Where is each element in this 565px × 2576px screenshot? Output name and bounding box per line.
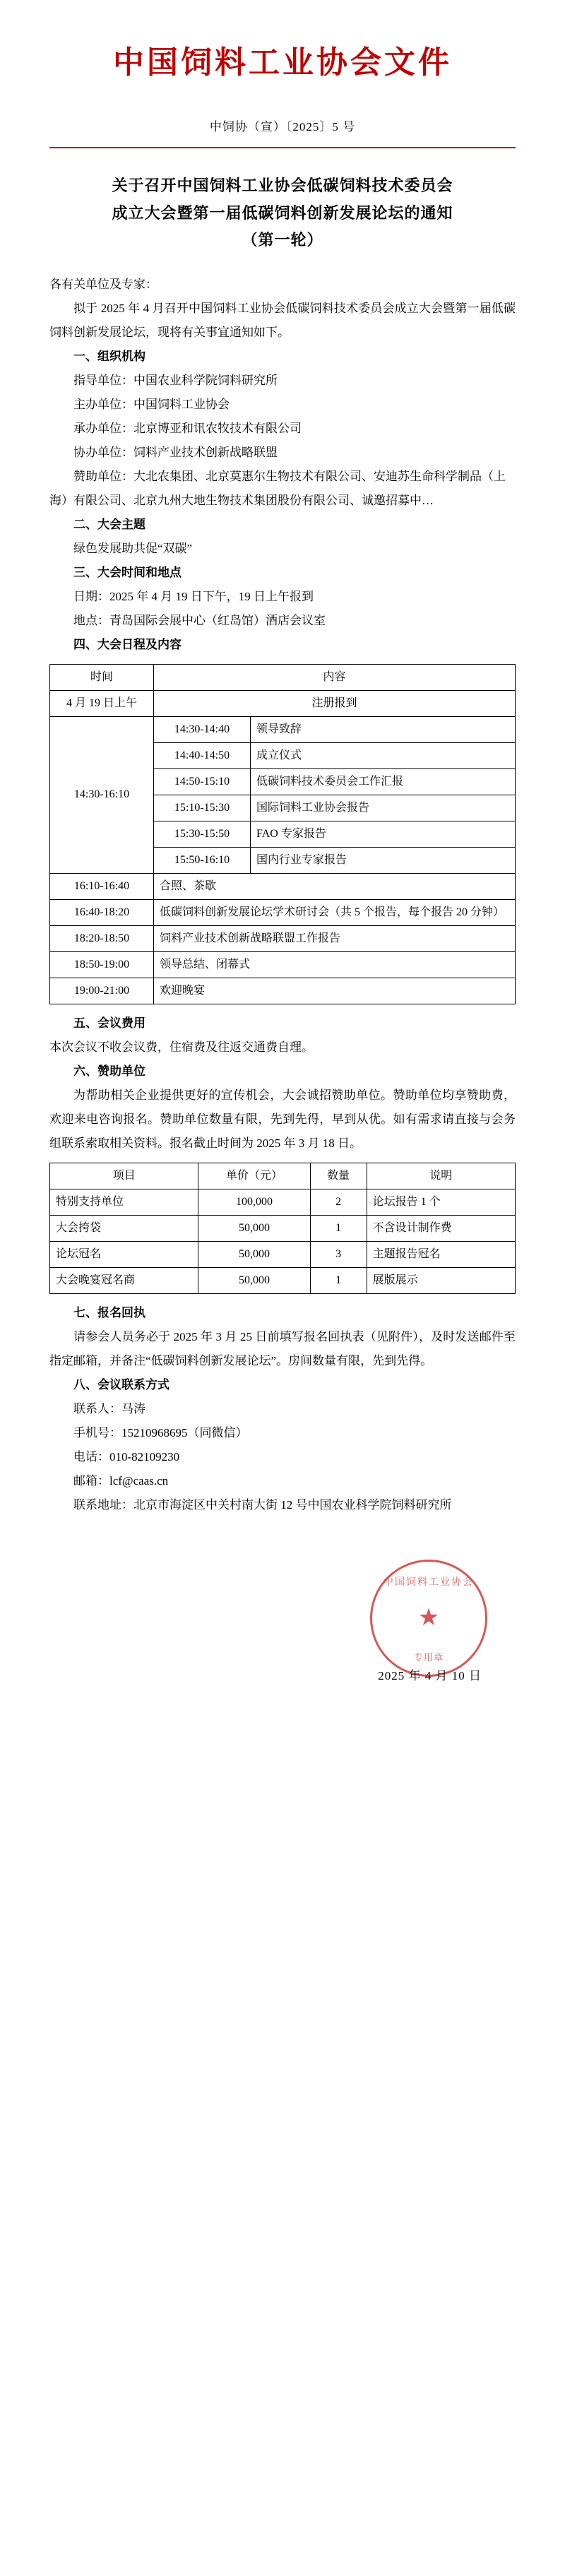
- section-8-title: 八、会议联系方式: [73, 1377, 170, 1391]
- table-row: [50, 951, 516, 978]
- schedule-subcontent-1-3: 国际饲料工业协会报告: [251, 795, 516, 821]
- fees-r3-c1: 50,000: [198, 1267, 310, 1293]
- schedule-subtime-1-2: 14:50-15:10: [154, 768, 251, 795]
- document-number: 中饲协（宣）〔2025〕5 号: [209, 120, 356, 134]
- fees-r3-c3: 展版展示: [367, 1267, 515, 1293]
- section-4-title: 四、大会日程及内容: [73, 637, 182, 651]
- table-row: [50, 978, 516, 1004]
- table-row: [50, 1163, 516, 1189]
- section-1-item-0: 指导单位：中国农业科学院饲料研究所: [73, 373, 278, 387]
- schedule-subtime-1-0: 14:30-14:40: [154, 716, 251, 742]
- fees-header-2: 数量: [310, 1163, 367, 1189]
- schedule-header-content: 内容: [154, 664, 516, 690]
- section-1-sponsors: 赞助单位：大北农集团、北京莫惠尔生物技术有限公司、安迪苏生命科学制品（上海）有限公司、北京九州大地生物技术集团股份有限公司、诚邀招募中…: [49, 469, 506, 507]
- table-row: [50, 1267, 516, 1293]
- schedule-header-time: 时间: [50, 664, 154, 690]
- fees-r0-c1: 100,000: [198, 1189, 310, 1215]
- schedule-content-2: 合照、茶歇: [154, 873, 516, 899]
- section-6-body: 为帮助相关企业提供更好的宣传机会，大会诚招赞助单位。赞助单位均享赞助费，欢迎来电咨询报名。赞助单位数量有限，先到先得，早到从优。如有需求请直接与会务组联系索取相关资料。报名截止时间为 2025 年 3 月 18 日。: [49, 1088, 516, 1150]
- section-6-title: 六、赞助单位: [73, 1064, 145, 1078]
- schedule-time-2: 16:10-16:40: [50, 873, 154, 899]
- schedule-subtime-1-4: 15:30-15:50: [154, 821, 251, 847]
- fees-r1-c3: 不含设计制作费: [367, 1215, 515, 1241]
- contact-person: 联系人：马涛: [73, 1401, 145, 1415]
- subject-line-3: （第一轮）: [242, 231, 323, 249]
- seal-top-text: 中国饲料工业协会: [383, 1577, 474, 1588]
- organization-title: 中国饲料工业协会文件: [113, 45, 452, 80]
- schedule-time-3: 16:40-18:20: [50, 899, 154, 925]
- table-row: [50, 1189, 516, 1215]
- fees-r2-c2: 3: [310, 1241, 367, 1267]
- schedule-content-6: 欢迎晚宴: [154, 978, 516, 1004]
- section-7-title: 七、报名回执: [73, 1305, 145, 1319]
- document-header: [49, 28, 516, 148]
- fees-r0-c0: 特别支持单位: [50, 1189, 198, 1215]
- seal-bottom-text: 专用章: [413, 1651, 444, 1663]
- schedule-subcontent-1-5: 国内行业专家报告: [251, 847, 516, 873]
- fees-r1-c1: 50,000: [198, 1215, 310, 1241]
- schedule-content-3: 低碳饲料创新发展论坛学术研讨会（共 5 个报告，每个报告 20 分钟）: [154, 899, 516, 925]
- table-row: [50, 664, 516, 690]
- schedule-content-4: 饲料产业技术创新战略联盟工作报告: [154, 925, 516, 951]
- table-row: [50, 1241, 516, 1267]
- schedule-time-5: 18:50-19:00: [50, 951, 154, 978]
- schedule-subcontent-1-1: 成立仪式: [251, 742, 516, 768]
- subject-line-1: 关于召开中国饲料工业协会低碳饲料技术委员会: [112, 177, 453, 195]
- fees-r0-c2: 2: [310, 1189, 367, 1215]
- fees-r0-c3: 论坛报告 1 个: [367, 1189, 515, 1215]
- sponsorship-fees-table: [49, 1163, 516, 1294]
- section-3-title: 三、大会时间和地点: [73, 565, 182, 579]
- section-2-title: 二、大会主题: [73, 517, 145, 531]
- subject-line-2: 成立大会暨第一届低碳饲料创新发展论坛的通知: [112, 203, 453, 222]
- contact-address: 联系地址：北京市海淀区中关村南大街 12 号中国农业科学院饲料研究所: [73, 1497, 452, 1512]
- table-row: [50, 873, 516, 899]
- schedule-subtime-1-1: 14:40-14:50: [154, 742, 251, 768]
- salutation: 各有关单位及专家：: [49, 277, 157, 291]
- intro-paragraph: 拟于 2025 年 4 月召开中国饲料工业协会低碳饲料技术委员会成立大会暨第一届低碳饲料创新发展论坛，现将有关事宜通知如下。: [49, 301, 516, 339]
- header-divider: [49, 147, 516, 148]
- schedule-table: [49, 664, 516, 1004]
- fees-r2-c3: 主题报告冠名: [367, 1241, 515, 1267]
- section-5-title: 五、会议费用: [73, 1016, 145, 1030]
- schedule-time-4: 18:20-18:50: [50, 925, 154, 951]
- section-7-body: 请参会人员务必于 2025 年 3 月 25 日前填写报名回执表（见附件），及时发送邮件至指定邮箱，并备注“低碳饲料创新发展论坛”。房间数量有限，先到先得。: [49, 1329, 516, 1367]
- fees-r2-c0: 论坛冠名: [50, 1241, 198, 1267]
- table-row: [50, 925, 516, 951]
- section-3-date: 日期：2025 年 4 月 19 日下午，19 日上午报到: [73, 589, 314, 603]
- schedule-time-1: 14:30-16:10: [50, 716, 154, 873]
- fees-header-1: 单价（元）: [198, 1163, 310, 1189]
- fees-header-0: 项目: [50, 1163, 198, 1189]
- section-3-place: 地点：青岛国际会展中心（红岛馆）酒店会议室: [73, 613, 326, 627]
- schedule-subcontent-1-2: 低碳饲料技术委员会工作汇报: [251, 768, 516, 795]
- section-1-item-1: 主办单位：中国饲料工业协会: [73, 397, 230, 411]
- schedule-time-6: 19:00-21:00: [50, 978, 154, 1004]
- section-5-body: 本次会议不收会议费，住宿费及往返交通费自理。: [49, 1040, 314, 1054]
- table-row: [50, 899, 516, 925]
- section-1-item-2: 承办单位：北京博亚和讯农牧技术有限公司: [73, 421, 302, 435]
- schedule-subcontent-1-4: FAO 专家报告: [251, 821, 516, 847]
- fees-r2-c1: 50,000: [198, 1241, 310, 1267]
- fees-header-3: 说明: [367, 1163, 515, 1189]
- contact-mobile: 手机号：15210968695（同微信）: [73, 1425, 248, 1440]
- schedule-content-0: 注册报到: [154, 690, 516, 716]
- contact-phone: 电话：010-82109230: [73, 1449, 180, 1464]
- schedule-subtime-1-3: 15:10-15:30: [154, 795, 251, 821]
- fees-r3-c0: 大会晚宴冠名商: [50, 1267, 198, 1293]
- contact-email: 邮箱：lcf@caas.cn: [73, 1473, 169, 1488]
- fees-r1-c0: 大会挎袋: [50, 1215, 198, 1241]
- schedule-time-0: 4 月 19 日上午: [50, 690, 154, 716]
- fees-r3-c2: 1: [310, 1267, 367, 1293]
- section-1-title: 一、组织机构: [73, 349, 145, 363]
- seal-star-icon: ★: [417, 1604, 440, 1631]
- table-row: [50, 1215, 516, 1241]
- table-row: [50, 690, 516, 716]
- signature-date: 2025 年 4 月 10 日: [378, 1668, 482, 1682]
- schedule-subtime-1-5: 15:50-16:10: [154, 847, 251, 873]
- table-row: [50, 716, 516, 742]
- fees-r1-c2: 1: [310, 1215, 367, 1241]
- section-2-body: 绿色发展助共促“双碳”: [73, 541, 193, 555]
- document-signature-area: [49, 1560, 516, 1687]
- document-body: [49, 273, 516, 1517]
- document-subject: [49, 172, 516, 254]
- official-seal-icon: [370, 1560, 487, 1677]
- schedule-subcontent-1-0: 领导致辞: [251, 716, 516, 742]
- schedule-content-5: 领导总结、闭幕式: [154, 951, 516, 978]
- section-1-item-3: 协办单位：饲料产业技术创新战略联盟: [73, 445, 278, 459]
